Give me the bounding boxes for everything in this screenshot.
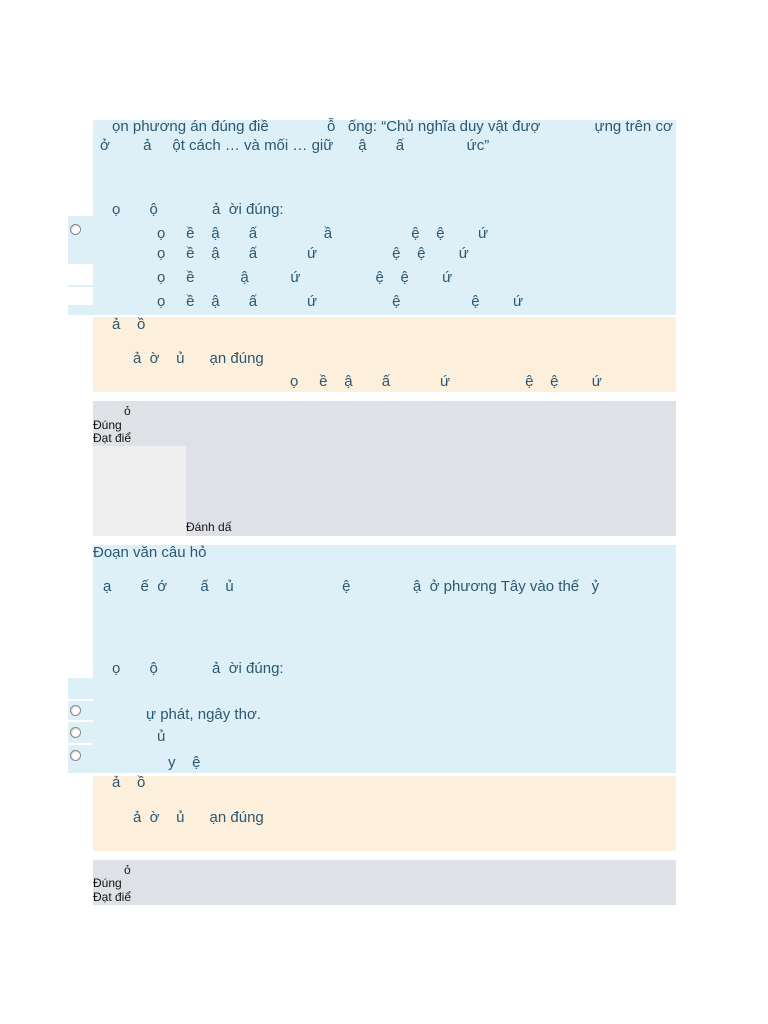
q2-status-score: Đạt điể	[93, 890, 132, 904]
q2-question-text: ạ ế ớ ấ ủ ệ ậ ở phương Tây vào thế ỷ	[103, 578, 600, 595]
q1-option-3-label[interactable]: ọ ề ậ ứ ệ ệ ứ	[157, 269, 453, 286]
q1-flag-box	[93, 446, 186, 536]
q2-option-3-radio[interactable]	[70, 750, 81, 761]
q2-info-panel	[93, 860, 676, 905]
q1-option-4-label[interactable]: ọ ề ậ ấ ứ ệ ệ ứ	[157, 293, 524, 310]
q2-option-3-label[interactable]: y ệ	[168, 754, 201, 771]
q2-feedback-prefix: ả ờ ủ ạn đúng	[133, 809, 264, 826]
q2-status-label: ỏ	[124, 863, 131, 877]
q1-option-gap-1	[68, 264, 93, 285]
q1-flag-question-link[interactable]: Đánh dấ	[186, 520, 232, 534]
q1-option-1-label[interactable]: ọ ề ậ ấ ầ ệ ệ ứ	[157, 225, 488, 242]
q2-status-state: Đúng	[93, 876, 122, 890]
q2-section-title: Đoạn văn câu hỏ	[93, 544, 207, 561]
q1-question-text-line2: ở ả ột cách … và mối … giữ ậ ấ ức”	[100, 137, 490, 154]
q2-option-gap-2	[68, 720, 93, 722]
q2-option-1-label[interactable]: ự phát, ngây thơ.	[146, 706, 261, 723]
q2-option-2-radio[interactable]	[70, 727, 81, 738]
q1-status-score: Đạt điể	[93, 431, 132, 445]
q1-feedback-answer: ọ ề ậ ấ ứ ệ ệ ứ	[290, 373, 602, 390]
q1-option-1-radio[interactable]	[70, 224, 81, 235]
q2-option-gap-3	[68, 743, 93, 745]
q2-option-gap-1	[68, 699, 93, 701]
q2-feedback-title: ả ồ	[112, 774, 146, 791]
q1-feedback-prefix: ả ờ ủ ạn đúng	[133, 350, 264, 367]
q1-question-text-line1: ọn phương án đúng điề ỗ ống: “Chủ nghĩa duy vật đượ ựng trên cơ	[112, 118, 673, 135]
q2-options-panel	[68, 678, 676, 773]
q1-status-label: ỏ	[124, 404, 131, 418]
q1-feedback-title: ả ồ	[112, 316, 146, 333]
q2-select-prompt: ọ ộ ả ời đúng:	[112, 660, 284, 677]
q1-option-2-label[interactable]: ọ ề ậ ấ ứ ệ ệ ứ	[157, 245, 469, 262]
q1-select-prompt: ọ ộ ả ời đúng:	[112, 201, 284, 218]
q2-option-1-radio[interactable]	[70, 705, 81, 716]
q1-status-state: Đúng	[93, 418, 122, 432]
q2-option-2-label[interactable]: ủ	[157, 728, 166, 745]
q1-option-gap-2	[68, 287, 93, 305]
